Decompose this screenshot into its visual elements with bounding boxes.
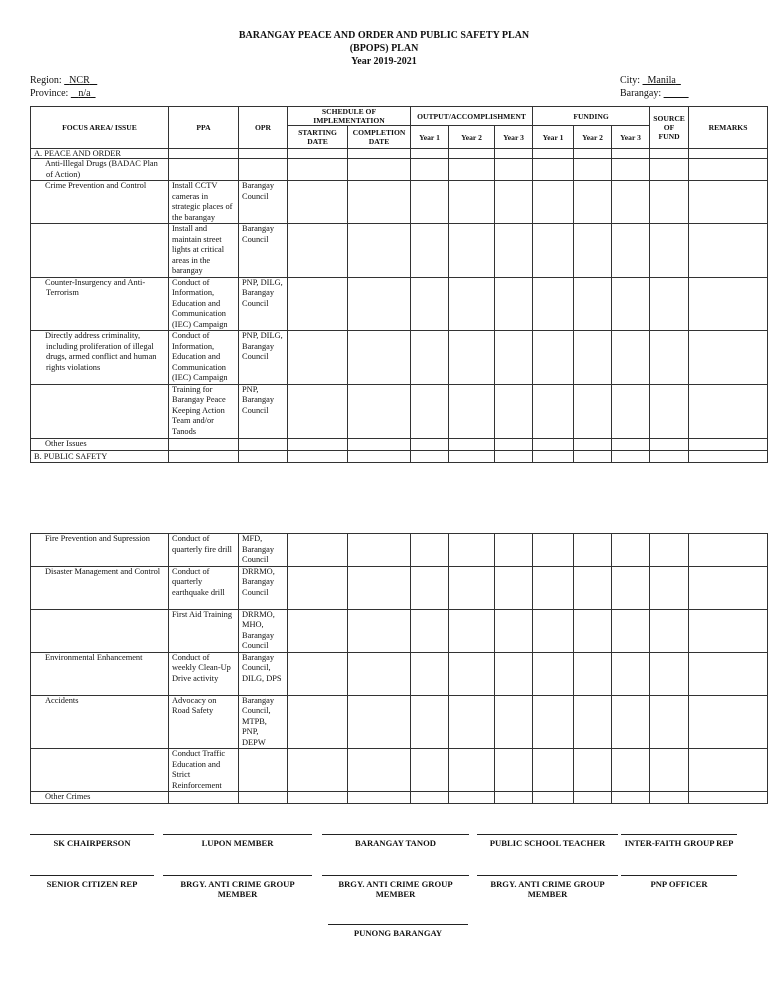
empty-cell [689,792,768,804]
empty-cell [411,159,449,181]
col-focus-header: FOCUS AREA/ ISSUE [31,107,169,149]
plan-table-public-safety [30,533,768,804]
empty-cell [533,652,574,695]
empty-cell [650,331,689,385]
ppa-cell: Conduct of weekly Clean-Up Drive activity [169,652,239,695]
empty-cell [612,224,650,278]
signatory-senior-citizen-rep: SENIOR CITIZEN REP [46,879,138,889]
empty-cell [533,438,574,450]
col-funding-year1-header: Year 1 [533,126,574,149]
empty-cell [288,695,348,749]
region-value: NCR [69,75,90,86]
empty-cell [650,224,689,278]
empty-cell [574,159,612,181]
empty-cell [495,534,533,567]
empty-cell [650,181,689,224]
empty-cell [449,792,495,804]
signatory-anti-crime-member-2: BRGY. ANTI CRIME GROUP MEMBER [338,879,453,899]
empty-cell [689,652,768,695]
empty-cell [348,609,411,652]
empty-cell [495,566,533,609]
empty-cell [650,450,689,462]
empty-cell [533,149,574,159]
section-row [31,149,768,159]
col-schedule-header: SCHEDULE OF IMPLEMENTATION [288,107,411,126]
focus-cell [31,384,169,438]
empty-cell [348,149,411,159]
empty-cell [533,181,574,224]
col-starting-header: STARTING DATE [288,126,348,149]
empty-cell [689,149,768,159]
focus-text: • Other Issues [34,439,165,450]
col-opr-header: OPR [239,107,288,149]
empty-cell [495,695,533,749]
empty-cell [348,159,411,181]
empty-cell [612,450,650,462]
empty-cell [495,159,533,181]
empty-cell [348,534,411,567]
empty-cell [495,792,533,804]
opr-cell [239,792,288,804]
table-row [31,695,768,749]
empty-cell [411,749,449,792]
region-label: Region: [30,75,62,86]
empty-cell [288,534,348,567]
col-output-year3-header: Year 3 [495,126,533,149]
empty-cell [574,749,612,792]
empty-cell [288,450,348,462]
empty-cell [689,566,768,609]
empty-cell [411,609,449,652]
empty-cell [612,384,650,438]
table-row [31,792,768,804]
empty-cell [574,609,612,652]
empty-cell [348,277,411,331]
ppa-cell [169,438,239,450]
signatory-barangay-tanod: BARANGAY TANOD [355,838,436,848]
focus-cell [31,566,169,609]
signatory-inter-faith-rep: INTER-FAITH GROUP REP [624,838,734,848]
empty-cell [689,159,768,181]
ppa-cell: Training for Barangay Peace Keeping Action Team and/or Tanods [169,384,239,438]
empty-cell [411,384,449,438]
empty-cell [495,384,533,438]
col-output-year2-header: Year 2 [449,126,495,149]
empty-cell [449,384,495,438]
table-row [31,331,768,385]
province-value: n/a [78,88,91,99]
empty-cell [533,695,574,749]
empty-cell [239,450,288,462]
empty-cell [689,695,768,749]
ppa-cell: Install CCTV cameras in strategic places of the barangay [169,181,239,224]
signatory-anti-crime-member-1: BRGY. ANTI CRIME GROUP MEMBER [180,879,295,899]
col-funding-header: FUNDING [533,107,650,126]
empty-cell [411,566,449,609]
empty-cell [650,792,689,804]
ppa-cell: Conduct of quarterly fire drill [169,534,239,567]
signatory-sk-chairperson: SK CHAIRPERSON [53,838,131,848]
focus-cell [31,277,169,331]
empty-cell [449,749,495,792]
empty-cell [533,159,574,181]
col-output-header: OUTPUT/ACCOMPLISHMENT [411,107,533,126]
empty-cell [533,566,574,609]
empty-cell [689,450,768,462]
empty-cell [495,149,533,159]
empty-cell [348,566,411,609]
empty-cell [288,609,348,652]
empty-cell [533,450,574,462]
empty-cell [288,224,348,278]
empty-cell [574,331,612,385]
empty-cell [612,331,650,385]
ppa-cell: Conduct of Information, Education and Communication (IEC) Campaign [169,277,239,331]
empty-cell [612,566,650,609]
empty-cell [449,181,495,224]
col-completion-header: COMPLETION DATE [348,126,411,149]
empty-cell [650,749,689,792]
empty-cell [650,149,689,159]
table-row [31,224,768,278]
empty-cell [574,181,612,224]
empty-cell [495,609,533,652]
empty-cell [495,331,533,385]
opr-cell: Barangay Council, MTPB, PNP, DEPW [239,695,288,749]
barangay-field [620,88,689,99]
empty-cell [411,224,449,278]
opr-cell: MFD, Barangay Council [239,534,288,567]
opr-cell: PNP, DILG, Barangay Council [239,331,288,385]
empty-cell [533,609,574,652]
empty-cell [612,181,650,224]
empty-cell [288,159,348,181]
ppa-cell: Install and maintain street lights at critical areas in the barangay [169,224,239,278]
focus-text: • Disaster Management and Control [34,567,165,578]
empty-cell [411,181,449,224]
empty-cell [288,181,348,224]
empty-cell [449,149,495,159]
empty-cell [612,159,650,181]
empty-cell [449,534,495,567]
empty-cell [533,749,574,792]
region-field [30,75,97,86]
empty-cell [612,609,650,652]
empty-cell [495,652,533,695]
empty-cell [689,384,768,438]
empty-cell [449,277,495,331]
empty-cell [650,609,689,652]
empty-cell [612,534,650,567]
col-funding-year2-header: Year 2 [574,126,612,149]
empty-cell [574,534,612,567]
empty-cell [574,566,612,609]
empty-cell [574,277,612,331]
focus-text: • Other Crimes [34,792,165,803]
empty-cell [348,749,411,792]
document-year: Year 2019-2021 [351,56,417,67]
empty-cell [411,652,449,695]
opr-cell [239,749,288,792]
focus-text: • Directly address criminality, including proliferation of illegal drugs, armed conflict and human rights violations [34,331,165,373]
focus-cell [31,224,169,278]
focus-cell [31,534,169,567]
focus-text: • Accidents [34,696,165,707]
empty-cell [650,438,689,450]
empty-cell [574,695,612,749]
signatory-pnp-officer: PNP OFFICER [650,879,708,889]
empty-cell [574,149,612,159]
focus-cell [31,331,169,385]
ppa-cell: Conduct Traffic Education and Strict Reinforcement [169,749,239,792]
empty-cell [689,277,768,331]
empty-cell [495,450,533,462]
city-label: City: [620,75,641,86]
empty-cell [533,534,574,567]
empty-cell [495,749,533,792]
empty-cell [689,534,768,567]
province-field [30,88,96,99]
empty-cell [348,181,411,224]
empty-cell [612,438,650,450]
empty-cell [449,695,495,749]
ppa-cell: Conduct of Information, Education and Communication (IEC) Campaign [169,331,239,385]
city-value: Manila [647,75,676,86]
col-source-header: SOURCE OF FUND [650,107,689,149]
focus-cell [31,181,169,224]
empty-cell [348,438,411,450]
table-row [31,534,768,567]
empty-cell [495,277,533,331]
empty-cell [411,450,449,462]
ppa-cell [169,159,239,181]
signatory-anti-crime-member-3: BRGY. ANTI CRIME GROUP MEMBER [490,879,605,899]
empty-cell [689,749,768,792]
section-label: A. PEACE AND ORDER [31,149,169,159]
empty-cell [288,749,348,792]
focus-cell [31,159,169,181]
col-funding-year3-header: Year 3 [612,126,650,149]
empty-cell [612,749,650,792]
empty-cell [411,331,449,385]
empty-cell [533,384,574,438]
empty-cell [449,159,495,181]
empty-cell [574,652,612,695]
opr-cell: Barangay Council, DILG, DPS [239,652,288,695]
empty-cell [495,438,533,450]
empty-cell [449,438,495,450]
empty-cell [288,438,348,450]
empty-cell [348,792,411,804]
focus-text: • Counter-Insurgency and Anti-Terrorism [34,278,165,299]
empty-cell [650,652,689,695]
empty-cell [348,384,411,438]
empty-cell [650,566,689,609]
focus-cell [31,652,169,695]
empty-cell [288,792,348,804]
empty-cell [348,331,411,385]
empty-cell [612,652,650,695]
empty-cell [288,652,348,695]
empty-cell [689,181,768,224]
focus-cell [31,695,169,749]
empty-cell [348,224,411,278]
table-row [31,438,768,450]
section-label: B. PUBLIC SAFETY [31,450,169,462]
opr-cell: PNP, Barangay Council [239,384,288,438]
empty-cell [612,277,650,331]
empty-cell [411,277,449,331]
section-row [31,450,768,462]
empty-cell [574,224,612,278]
empty-cell [288,331,348,385]
empty-cell [689,609,768,652]
empty-cell [650,277,689,331]
col-output-year1-header: Year 1 [411,126,449,149]
empty-cell [348,450,411,462]
empty-cell [239,149,288,159]
opr-cell: DRRMO, MHO, Barangay Council [239,609,288,652]
signatory-public-school-teacher: PUBLIC SCHOOL TEACHER [489,838,606,848]
empty-cell [449,331,495,385]
empty-cell [574,450,612,462]
empty-cell [449,609,495,652]
empty-cell [574,384,612,438]
barangay-value [664,88,689,99]
empty-cell [411,792,449,804]
empty-cell [411,438,449,450]
empty-cell [650,159,689,181]
empty-cell [689,331,768,385]
city-field [620,75,681,86]
focus-cell [31,792,169,804]
empty-cell [533,792,574,804]
empty-cell [612,695,650,749]
ppa-cell: Advocacy on Road Safety [169,695,239,749]
empty-cell [612,792,650,804]
table-row [31,384,768,438]
table-row [31,609,768,652]
focus-cell [31,749,169,792]
signatory-punong-barangay: PUNONG BARANGAY [353,928,443,938]
empty-cell [288,149,348,159]
table-row [31,277,768,331]
table-row [31,566,768,609]
focus-cell [31,438,169,450]
empty-cell [169,149,239,159]
opr-cell [239,438,288,450]
opr-cell: Barangay Council [239,181,288,224]
focus-cell [31,609,169,652]
empty-cell [288,566,348,609]
table-row [31,159,768,181]
opr-cell: DRRMO, Barangay Council [239,566,288,609]
focus-text: • Environmental Enhancement [34,653,165,664]
empty-cell [411,534,449,567]
empty-cell [348,695,411,749]
opr-cell: PNP, DILG, Barangay Council [239,277,288,331]
empty-cell [288,277,348,331]
empty-cell [449,224,495,278]
empty-cell [449,652,495,695]
focus-text: • Crime Prevention and Control [34,181,165,192]
ppa-cell: First Aid Training [169,609,239,652]
empty-cell [650,695,689,749]
ppa-cell: Conduct of quarterly earthquake drill [169,566,239,609]
empty-cell [495,181,533,224]
empty-cell [411,149,449,159]
empty-cell [650,384,689,438]
col-ppa-header: PPA [169,107,239,149]
empty-cell [495,224,533,278]
document-subtitle: (BPOPS) PLAN [349,43,419,54]
table-row [31,652,768,695]
ppa-cell [169,792,239,804]
table-row [31,181,768,224]
empty-cell [348,652,411,695]
signatory-lupon-member: LUPON MEMBER [201,838,274,848]
province-label: Province: [30,88,69,99]
focus-text: • Fire Prevention and Supression [34,534,165,545]
focus-text: • Anti-Illegal Drugs (BADAC Plan of Action) [34,159,165,180]
opr-cell [239,159,288,181]
empty-cell [574,438,612,450]
empty-cell [650,534,689,567]
col-remarks-header: REMARKS [689,107,768,149]
empty-cell [689,224,768,278]
empty-cell [574,792,612,804]
empty-cell [288,384,348,438]
document-title: BARANGAY PEACE AND ORDER AND PUBLIC SAFETY PLAN [238,30,530,41]
table-row [31,749,768,792]
empty-cell [689,438,768,450]
barangay-label: Barangay: [620,88,662,99]
empty-cell [169,450,239,462]
empty-cell [612,149,650,159]
empty-cell [449,566,495,609]
empty-cell [533,331,574,385]
opr-cell: Barangay Council [239,224,288,278]
empty-cell [449,450,495,462]
plan-table-peace-order [30,106,768,463]
empty-cell [411,695,449,749]
empty-cell [533,224,574,278]
empty-cell [533,277,574,331]
